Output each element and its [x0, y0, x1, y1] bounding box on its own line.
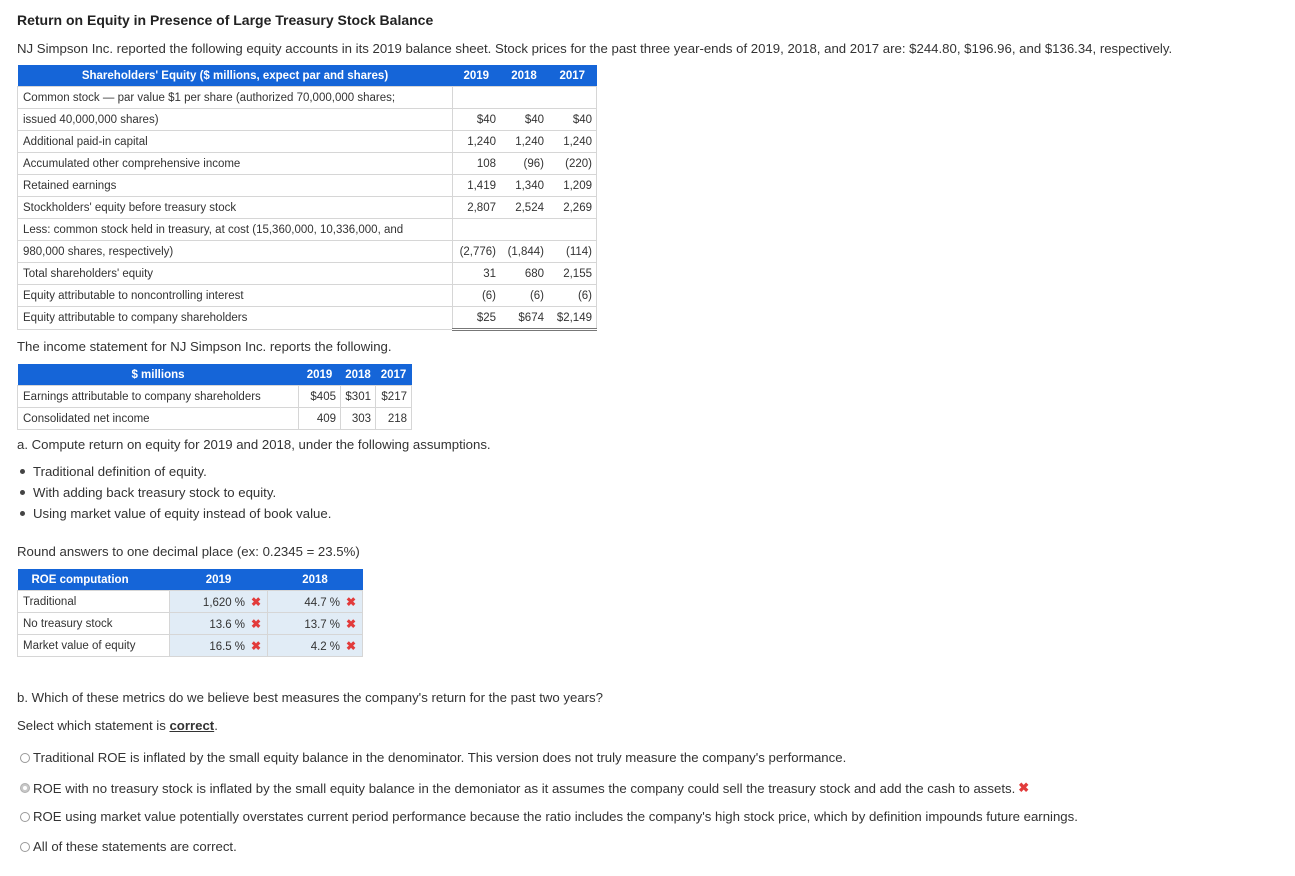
income-header-label: $ millions	[18, 364, 299, 386]
percent-sign: %	[234, 596, 245, 609]
equity-header-2018: 2018	[500, 65, 548, 87]
radio-button[interactable]	[20, 753, 30, 763]
cell-2017: (114)	[548, 241, 597, 263]
row-label: Stockholders' equity before treasury stock	[18, 197, 453, 219]
cell-2018: 303	[341, 408, 376, 430]
table-row	[18, 408, 412, 430]
radio-button[interactable]	[20, 812, 30, 822]
cell-2018	[500, 87, 548, 109]
cell-2018: $674	[500, 307, 548, 330]
roe-header-2019: 2019	[170, 569, 268, 591]
roe-input-2018[interactable]	[268, 613, 363, 635]
cell-2019	[453, 87, 501, 109]
cell-2017: 1,240	[548, 131, 597, 153]
cell-2019	[453, 219, 501, 241]
incorrect-x-icon: ✖	[345, 638, 356, 653]
incorrect-x-icon: ✖	[250, 638, 261, 653]
roe-input-2018[interactable]	[268, 635, 363, 657]
table-row	[18, 307, 597, 330]
list-item: Using market value of equity instead of book value.	[17, 503, 331, 524]
row-label: Equity attributable to noncontrolling interest	[18, 285, 453, 307]
cell-2017: $217	[376, 386, 412, 408]
cell-2018: 1,240	[500, 131, 548, 153]
income-header-2019: 2019	[299, 364, 341, 386]
roe-value: 1,620	[202, 596, 232, 609]
row-label: Traditional	[18, 591, 170, 613]
select-prefix: Select which statement is	[17, 718, 170, 733]
percent-sign: %	[329, 640, 340, 653]
equity-table-header	[18, 65, 597, 87]
cell-2017: $40	[548, 109, 597, 131]
table-row	[18, 87, 597, 109]
answer-option-1[interactable]	[20, 750, 846, 765]
cell-2017: 1,209	[548, 175, 597, 197]
cell-2017: $2,149	[548, 307, 597, 330]
row-label: Accumulated other comprehensive income	[18, 153, 453, 175]
cell-2017: (220)	[548, 153, 597, 175]
roe-input-2018[interactable]	[268, 591, 363, 613]
roe-value: 4.2	[310, 640, 327, 653]
row-label: Earnings attributable to company shareholders	[18, 386, 299, 408]
row-label: No treasury stock	[18, 613, 170, 635]
row-label: Consolidated net income	[18, 408, 299, 430]
question-a: a. Compute return on equity for 2019 and 2018, under the following assumptions.	[17, 437, 491, 452]
roe-input-2019[interactable]	[170, 591, 268, 613]
incorrect-x-icon: ✖	[250, 594, 261, 609]
assumption-list	[17, 461, 331, 524]
rounding-note: Round answers to one decimal place (ex: 0.2345 = 23.5%)	[17, 544, 360, 559]
equity-header-label: Shareholders' Equity ($ millions, expect par and shares)	[18, 65, 453, 87]
incorrect-x-icon: ✖	[345, 616, 356, 631]
roe-input-2019[interactable]	[170, 635, 268, 657]
option-text: Traditional ROE is inflated by the small equity balance in the denominator. This version does not truly measure the company's performance.	[33, 750, 847, 765]
roe-value: 44.7	[304, 596, 327, 609]
cell-2018: $40	[500, 109, 548, 131]
cell-2019: (2,776)	[453, 241, 501, 263]
table-row	[18, 635, 363, 657]
table-row	[18, 386, 412, 408]
answer-option-4[interactable]	[20, 839, 237, 854]
list-item: With adding back treasury stock to equity.	[17, 482, 331, 503]
cell-2019: $40	[453, 109, 501, 131]
income-header-2018: 2018	[341, 364, 376, 386]
table-row	[18, 591, 363, 613]
cell-2018: 1,340	[500, 175, 548, 197]
income-table	[17, 364, 412, 430]
incorrect-x-icon: ✖	[345, 594, 356, 609]
cell-2019: 1,240	[453, 131, 501, 153]
cell-2018: 2,524	[500, 197, 548, 219]
page-title: Return on Equity in Presence of Large Treasury Stock Balance	[17, 12, 434, 28]
cell-2017	[548, 219, 597, 241]
equity-header-2019: 2019	[453, 65, 501, 87]
row-label: Less: common stock held in treasury, at cost (15,360,000, 10,336,000, and	[18, 219, 453, 241]
roe-input-2019[interactable]	[170, 613, 268, 635]
cell-2018: (1,844)	[500, 241, 548, 263]
row-label: Retained earnings	[18, 175, 453, 197]
percent-sign: %	[329, 596, 340, 609]
cell-2017	[548, 87, 597, 109]
table-row	[18, 285, 597, 307]
table-row	[18, 263, 597, 285]
cell-2019: (6)	[453, 285, 501, 307]
cell-2019: 31	[453, 263, 501, 285]
answer-option-2[interactable]	[20, 780, 1029, 796]
table-row	[18, 175, 597, 197]
cell-2019: 2,807	[453, 197, 501, 219]
roe-value: 13.7	[304, 618, 327, 631]
row-label: Market value of equity	[18, 635, 170, 657]
equity-table	[17, 65, 597, 331]
roe-value: 16.5	[209, 640, 232, 653]
radio-button[interactable]	[20, 783, 30, 793]
percent-sign: %	[329, 618, 340, 631]
table-row	[18, 131, 597, 153]
income-table-header	[18, 364, 412, 386]
select-instruction	[17, 718, 218, 733]
equity-header-2017: 2017	[548, 65, 597, 87]
cell-2018: $301	[341, 386, 376, 408]
cell-2019: $405	[299, 386, 341, 408]
cell-2017: 2,269	[548, 197, 597, 219]
percent-sign: %	[234, 618, 245, 631]
income-header-2017: 2017	[376, 364, 412, 386]
radio-button[interactable]	[20, 842, 30, 852]
cell-2018: 680	[500, 263, 548, 285]
table-row	[18, 613, 363, 635]
roe-header-2018: 2018	[268, 569, 363, 591]
cell-2019: 409	[299, 408, 341, 430]
option-text: All of these statements are correct.	[33, 839, 237, 854]
row-label: Additional paid-in capital	[18, 131, 453, 153]
table-row	[18, 197, 597, 219]
cell-2018	[500, 219, 548, 241]
incorrect-x-icon: ✖	[250, 616, 261, 631]
answer-option-3[interactable]	[20, 809, 1078, 824]
option-text: ROE with no treasury stock is inflated by the small equity balance in the demoniator as it assumes the company could sell the treasury stock and add the cash to assets.	[33, 780, 1016, 796]
row-label: Equity attributable to company shareholders	[18, 307, 453, 330]
select-suffix: .	[214, 718, 218, 733]
option-text: ROE using market value potentially overstates current period performance because the ratio includes the company's high stock price, which by definition impounds future earnings.	[33, 809, 1078, 824]
roe-table-header	[18, 569, 363, 591]
table-row	[18, 219, 597, 241]
problem-intro: NJ Simpson Inc. reported the following equity accounts in its 2019 balance sheet. Stock prices for the past three year-ends of 2019, 2018, and 2017 are: $244.80, $196.96, and $136.34, respectively.	[17, 41, 1173, 56]
cell-2019: $25	[453, 307, 501, 330]
roe-table	[17, 569, 363, 657]
table-row	[18, 153, 597, 175]
incorrect-x-icon: ✖	[1018, 780, 1030, 795]
select-emphasis: correct	[169, 718, 215, 733]
roe-header-label: ROE computation	[18, 569, 170, 591]
question-b: b. Which of these metrics do we believe best measures the company's return for the past two years?	[17, 690, 603, 705]
roe-value: 13.6	[209, 618, 232, 631]
row-label: 980,000 shares, respectively)	[18, 241, 453, 263]
cell-2019: 1,419	[453, 175, 501, 197]
income-intro: The income statement for NJ Simpson Inc. reports the following.	[17, 339, 392, 354]
row-label: Total shareholders' equity	[18, 263, 453, 285]
cell-2018: (96)	[500, 153, 548, 175]
cell-2017: 218	[376, 408, 412, 430]
cell-2017: 2,155	[548, 263, 597, 285]
table-row	[18, 109, 597, 131]
list-item: Traditional definition of equity.	[17, 461, 331, 482]
cell-2019: 108	[453, 153, 501, 175]
percent-sign: %	[234, 640, 245, 653]
row-label: Common stock — par value $1 per share (authorized 70,000,000 shares;	[18, 87, 453, 109]
cell-2018: (6)	[500, 285, 548, 307]
cell-2017: (6)	[548, 285, 597, 307]
table-row	[18, 241, 597, 263]
row-label: issued 40,000,000 shares)	[18, 109, 453, 131]
